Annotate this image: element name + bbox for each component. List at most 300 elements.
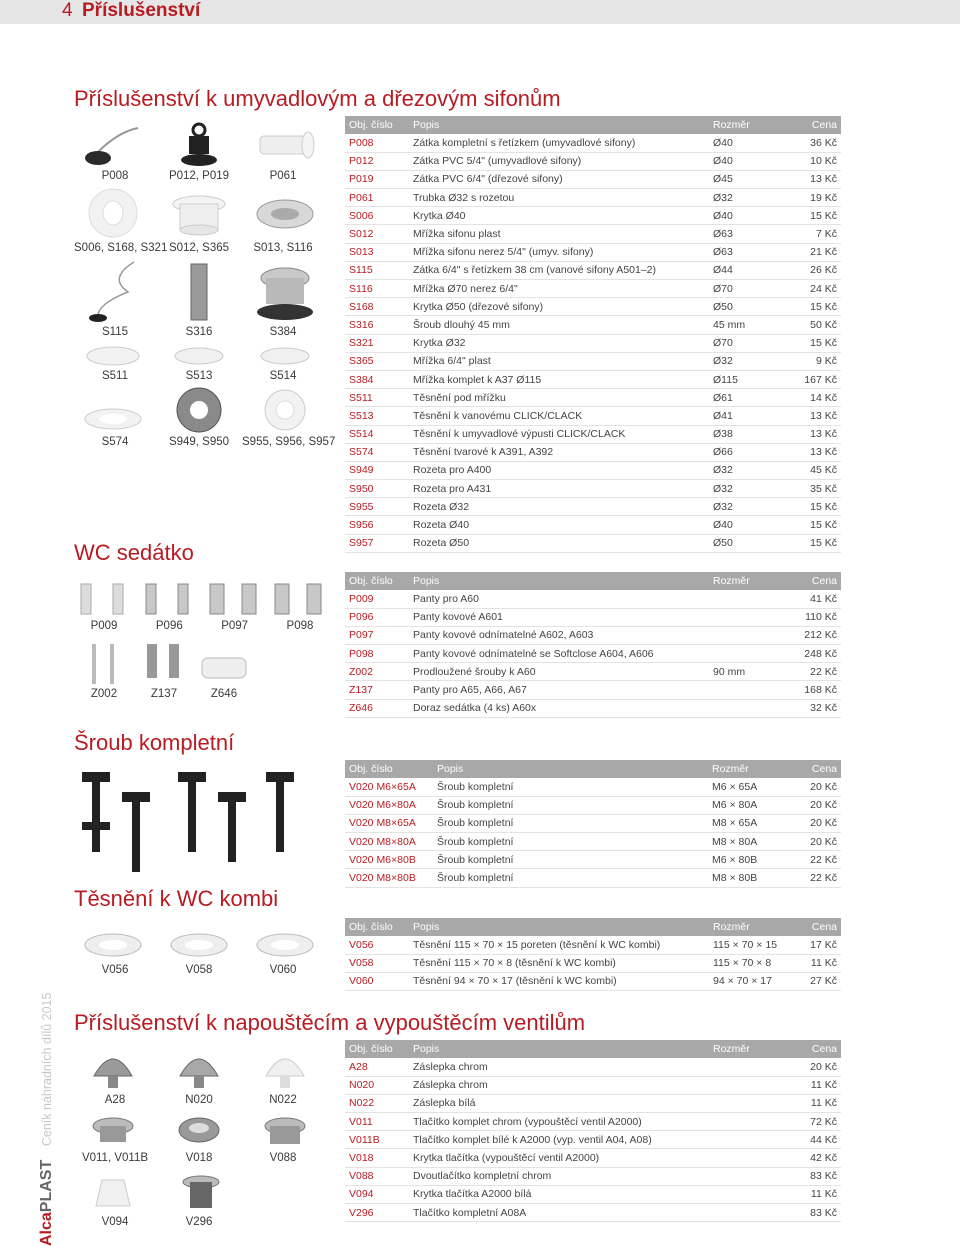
header-description: Popis bbox=[409, 116, 709, 134]
item-price: 15 Kč bbox=[778, 207, 841, 225]
table-row bbox=[345, 316, 841, 334]
product-image-grate-set bbox=[246, 256, 324, 324]
item-size: Ø70 bbox=[709, 280, 778, 298]
table-row bbox=[345, 480, 841, 498]
image-label: Z137 bbox=[150, 688, 178, 700]
item-code: S574 bbox=[345, 443, 409, 461]
item-size: Ø45 bbox=[709, 170, 778, 188]
header-price: Cena bbox=[778, 116, 841, 134]
product-image-seal bbox=[246, 342, 324, 368]
image-grid-tesneni bbox=[74, 926, 324, 978]
item-size bbox=[709, 1058, 783, 1076]
item-size bbox=[709, 699, 778, 717]
item-description: Tlačítko komplet bílé k A2000 (vyp. ventil A04, A08) bbox=[409, 1131, 709, 1149]
item-code: V018 bbox=[345, 1149, 409, 1167]
table-row bbox=[345, 681, 841, 699]
item-price: 20 Kč bbox=[788, 778, 841, 796]
item-description: Mřížka Ø70 nerez 6/4" bbox=[409, 280, 709, 298]
item-code: V011B bbox=[345, 1131, 409, 1149]
item-code: S514 bbox=[345, 425, 409, 443]
item-price: 83 Kč bbox=[783, 1167, 841, 1185]
item-code: P008 bbox=[345, 134, 409, 152]
item-size bbox=[709, 590, 778, 608]
product-image-hinges bbox=[139, 574, 199, 618]
product-image-cap-chrome bbox=[74, 1044, 152, 1090]
item-code: P012 bbox=[345, 152, 409, 170]
product-image-seal bbox=[246, 928, 324, 960]
item-description: Rozeta pro A400 bbox=[409, 461, 709, 479]
item-code: S115 bbox=[345, 261, 409, 279]
item-description: Těsnění 115 × 70 × 15 poreten (těsnění k WC kombi) bbox=[409, 936, 709, 954]
item-code: P098 bbox=[345, 645, 409, 663]
parts-table-tesneni bbox=[345, 918, 841, 991]
table-row bbox=[345, 1204, 841, 1222]
image-label: S384 bbox=[269, 326, 297, 338]
table-row bbox=[345, 1094, 841, 1112]
parts-table-wc-sedatko bbox=[345, 572, 841, 718]
item-price: 32 Kč bbox=[778, 699, 841, 717]
item-size: Ø115 bbox=[709, 370, 778, 388]
image-label: P096 bbox=[155, 620, 183, 632]
image-label: S955, S956, S957 bbox=[242, 436, 336, 448]
table-row bbox=[345, 814, 841, 832]
image-label: S013, S116 bbox=[253, 242, 313, 254]
image-label: Z002 bbox=[90, 688, 118, 700]
product-image-grate-steel bbox=[246, 186, 324, 240]
page-header bbox=[0, 0, 960, 24]
table-row bbox=[345, 590, 841, 608]
item-code: P009 bbox=[345, 590, 409, 608]
product-image-screws bbox=[74, 636, 134, 686]
item-price: 11 Kč bbox=[783, 1185, 841, 1203]
item-size: 90 mm bbox=[709, 663, 778, 681]
item-size bbox=[709, 681, 778, 699]
table-row bbox=[345, 189, 841, 207]
item-price: 41 Kč bbox=[778, 590, 841, 608]
item-description: Mřížka sifonu plast bbox=[409, 225, 709, 243]
item-price: 10 Kč bbox=[778, 152, 841, 170]
table-row bbox=[345, 936, 841, 954]
section-title-tesneni: Těsnění k WC kombi bbox=[74, 886, 279, 911]
parts-table-ventily bbox=[345, 1040, 841, 1222]
table-row bbox=[345, 972, 841, 990]
header-code: Obj. číslo bbox=[345, 760, 433, 778]
item-description: Těsnění tvarové k A391, A392 bbox=[409, 443, 709, 461]
product-image-button-complete bbox=[162, 1168, 240, 1212]
item-price: 22 Kč bbox=[778, 663, 841, 681]
product-image-hinges bbox=[74, 574, 134, 618]
item-price: 50 Kč bbox=[778, 316, 841, 334]
item-description: Krytka tlačítka (vypouštěcí ventil A2000) bbox=[409, 1149, 709, 1167]
item-price: 20 Kč bbox=[788, 796, 841, 814]
item-description: Rozeta Ø32 bbox=[409, 498, 709, 516]
image-label: S514 bbox=[269, 370, 297, 382]
item-size: Ø40 bbox=[709, 207, 778, 225]
table-row bbox=[345, 134, 841, 152]
table-row bbox=[345, 869, 841, 887]
item-description: Šroub kompletní bbox=[433, 869, 708, 887]
item-code: P096 bbox=[345, 608, 409, 626]
image-label: V088 bbox=[269, 1152, 297, 1164]
item-description: Šroub dlouhý 45 mm bbox=[409, 316, 709, 334]
table-row bbox=[345, 243, 841, 261]
product-image-plug-chain bbox=[74, 118, 152, 168]
table-header-row bbox=[345, 116, 841, 134]
table-row bbox=[345, 298, 841, 316]
product-image-rosette-white bbox=[246, 386, 324, 434]
product-image-grate-plastic bbox=[160, 186, 238, 240]
item-price: 15 Kč bbox=[778, 498, 841, 516]
table-row bbox=[345, 225, 841, 243]
item-code: V088 bbox=[345, 1167, 409, 1185]
item-price: 83 Kč bbox=[783, 1204, 841, 1222]
table-row bbox=[345, 608, 841, 626]
product-image-long-screw bbox=[160, 256, 238, 324]
item-description: Mřížka 6/4" plast bbox=[409, 352, 709, 370]
item-description: Panty kovové odnímatelné A602, A603 bbox=[409, 626, 709, 644]
item-size: Ø70 bbox=[709, 334, 778, 352]
item-size: M8 × 80B bbox=[708, 869, 788, 887]
item-price: 21 Kč bbox=[778, 243, 841, 261]
item-size: 115 × 70 × 15 bbox=[709, 936, 798, 954]
header-code: Obj. číslo bbox=[345, 918, 409, 936]
header-description: Popis bbox=[409, 918, 709, 936]
product-image-cap-chrome bbox=[160, 1044, 238, 1090]
product-image-plug-pvc bbox=[160, 118, 238, 168]
header-size: Rozměr bbox=[709, 1040, 783, 1058]
item-description: Rozeta Ø40 bbox=[409, 516, 709, 534]
table-row bbox=[345, 1149, 841, 1167]
item-description: Mřížka sifonu nerez 5/4" (umyv. sifony) bbox=[409, 243, 709, 261]
item-code: V094 bbox=[345, 1185, 409, 1203]
item-size: Ø63 bbox=[709, 225, 778, 243]
item-description: Těsnění 115 × 70 × 8 (těsnění k WC kombi) bbox=[409, 954, 709, 972]
item-description: Šroub kompletní bbox=[433, 814, 708, 832]
item-price: 22 Kč bbox=[788, 869, 841, 887]
item-description: Šroub kompletní bbox=[433, 778, 708, 796]
item-size: Ø50 bbox=[709, 298, 778, 316]
image-label: S006, S168, S321 bbox=[74, 242, 168, 254]
item-price: 15 Kč bbox=[778, 334, 841, 352]
table-header-row bbox=[345, 572, 841, 590]
item-price: 20 Kč bbox=[788, 833, 841, 851]
table-row bbox=[345, 498, 841, 516]
image-label: V056 bbox=[101, 964, 129, 976]
image-label: N022 bbox=[269, 1094, 297, 1106]
item-code: P061 bbox=[345, 189, 409, 207]
item-description: Rozeta pro A431 bbox=[409, 480, 709, 498]
item-price: 19 Kč bbox=[778, 189, 841, 207]
product-image-screw-set bbox=[74, 762, 324, 872]
item-code: S384 bbox=[345, 370, 409, 388]
item-code: Z002 bbox=[345, 663, 409, 681]
item-price: 72 Kč bbox=[783, 1113, 841, 1131]
table-row bbox=[345, 407, 841, 425]
item-price: 36 Kč bbox=[778, 134, 841, 152]
item-description: Zátka PVC 6/4" (dřezové sifony) bbox=[409, 170, 709, 188]
item-code: N020 bbox=[345, 1076, 409, 1094]
item-description: Zátka 6/4" s řetízkem 38 cm (vanové sifony A501–2) bbox=[409, 261, 709, 279]
image-label: S012, S365 bbox=[168, 242, 230, 254]
table-row bbox=[345, 352, 841, 370]
item-code: P097 bbox=[345, 626, 409, 644]
item-price: 7 Kč bbox=[778, 225, 841, 243]
table-row bbox=[345, 207, 841, 225]
image-label: S316 bbox=[185, 326, 213, 338]
item-size: Ø63 bbox=[709, 243, 778, 261]
item-size: Ø32 bbox=[709, 498, 778, 516]
item-size: 115 × 70 × 8 bbox=[709, 954, 798, 972]
item-price: 11 Kč bbox=[798, 954, 841, 972]
table-row bbox=[345, 699, 841, 717]
item-description: Záslepka bílá bbox=[409, 1094, 709, 1112]
item-price: 168 Kč bbox=[778, 681, 841, 699]
item-description: Krytka Ø40 bbox=[409, 207, 709, 225]
item-description: Těsnění pod mřížku bbox=[409, 389, 709, 407]
product-image-shaped-seal bbox=[74, 386, 152, 434]
item-size: Ø40 bbox=[709, 134, 778, 152]
table-row bbox=[345, 152, 841, 170]
catalog-title: Ceník náhradních dílů 2015 bbox=[40, 992, 54, 1147]
item-price: 20 Kč bbox=[788, 814, 841, 832]
item-size: Ø61 bbox=[709, 389, 778, 407]
item-description: Těsnění 94 × 70 × 17 (těsnění k WC kombi) bbox=[409, 972, 709, 990]
item-size bbox=[709, 1094, 783, 1112]
item-code: V060 bbox=[345, 972, 409, 990]
item-description: Zátka kompletní s řetízkem (umyvadlové sifony) bbox=[409, 134, 709, 152]
item-description: Dvoutlačítko kompletní chrom bbox=[409, 1167, 709, 1185]
item-price: 13 Kč bbox=[778, 443, 841, 461]
section-title-wc-sedatko: WC sedátko bbox=[74, 540, 194, 565]
product-image-seal bbox=[160, 342, 238, 368]
item-size bbox=[709, 1185, 783, 1203]
item-description: Záslepka chrom bbox=[409, 1076, 709, 1094]
item-price: 35 Kč bbox=[778, 480, 841, 498]
item-price: 22 Kč bbox=[788, 851, 841, 869]
item-code: A28 bbox=[345, 1058, 409, 1076]
item-price: 9 Kč bbox=[778, 352, 841, 370]
item-code: V058 bbox=[345, 954, 409, 972]
table-row bbox=[345, 1167, 841, 1185]
item-description: Krytka Ø50 (dřezové sifony) bbox=[409, 298, 709, 316]
table-row bbox=[345, 425, 841, 443]
item-size bbox=[709, 645, 778, 663]
table-row bbox=[345, 663, 841, 681]
item-size: 94 × 70 × 17 bbox=[709, 972, 798, 990]
table-header-row bbox=[345, 918, 841, 936]
table-row bbox=[345, 1185, 841, 1203]
item-size bbox=[709, 1204, 783, 1222]
header-code: Obj. číslo bbox=[345, 116, 409, 134]
item-code: S321 bbox=[345, 334, 409, 352]
table-header-row bbox=[345, 1040, 841, 1058]
item-price: 110 Kč bbox=[778, 608, 841, 626]
item-code: V020 M6×80A bbox=[345, 796, 433, 814]
item-size: M8 × 80A bbox=[708, 833, 788, 851]
product-image-button-chrome bbox=[74, 1110, 152, 1148]
image-label: P009 bbox=[90, 620, 118, 632]
item-size bbox=[709, 1149, 783, 1167]
product-image-button-cover bbox=[160, 1110, 238, 1148]
side-brand bbox=[36, 992, 58, 1246]
item-price: 26 Kč bbox=[778, 261, 841, 279]
image-label: S513 bbox=[185, 370, 213, 382]
page-title: Příslušenství bbox=[82, 0, 201, 21]
item-price: 27 Kč bbox=[798, 972, 841, 990]
item-size: Ø32 bbox=[709, 189, 778, 207]
item-price: 17 Kč bbox=[798, 936, 841, 954]
item-price: 15 Kč bbox=[778, 516, 841, 534]
item-code: S006 bbox=[345, 207, 409, 225]
item-code: S513 bbox=[345, 407, 409, 425]
item-code: S511 bbox=[345, 389, 409, 407]
item-price: 45 Kč bbox=[778, 461, 841, 479]
item-price: 24 Kč bbox=[778, 280, 841, 298]
item-size: Ø32 bbox=[709, 352, 778, 370]
item-code: V020 M8×65A bbox=[345, 814, 433, 832]
item-price: 167 Kč bbox=[778, 370, 841, 388]
item-size bbox=[709, 608, 778, 626]
table-row bbox=[345, 851, 841, 869]
image-label: V058 bbox=[185, 964, 213, 976]
item-code: V296 bbox=[345, 1204, 409, 1222]
item-size: Ø66 bbox=[709, 443, 778, 461]
header-description: Popis bbox=[433, 760, 708, 778]
table-row bbox=[345, 1131, 841, 1149]
image-label: A28 bbox=[104, 1094, 126, 1106]
header-price: Cena bbox=[788, 760, 841, 778]
section-title-sroub: Šroub kompletní bbox=[74, 730, 235, 755]
item-description: Krytka tlačítka A2000 bílá bbox=[409, 1185, 709, 1203]
item-price: 11 Kč bbox=[783, 1094, 841, 1112]
item-price: 13 Kč bbox=[778, 170, 841, 188]
header-price: Cena bbox=[783, 1040, 841, 1058]
item-price: 20 Kč bbox=[783, 1058, 841, 1076]
table-header-row bbox=[345, 760, 841, 778]
item-description: Šroub kompletní bbox=[433, 851, 708, 869]
header-size: Rozměr bbox=[709, 572, 778, 590]
item-description: Tlačítko kompletní A08A bbox=[409, 1204, 709, 1222]
image-label: P097 bbox=[221, 620, 249, 632]
item-description: Mřížka komplet k A37 Ø115 bbox=[409, 370, 709, 388]
table-row bbox=[345, 370, 841, 388]
image-grid-sifony bbox=[74, 118, 336, 450]
item-size: Ø41 bbox=[709, 407, 778, 425]
header-code: Obj. číslo bbox=[345, 1040, 409, 1058]
item-code: S949 bbox=[345, 461, 409, 479]
table-row bbox=[345, 778, 841, 796]
item-size: Ø40 bbox=[709, 516, 778, 534]
product-image-seal bbox=[160, 928, 238, 960]
item-code: S950 bbox=[345, 480, 409, 498]
item-code: S013 bbox=[345, 243, 409, 261]
item-code: S955 bbox=[345, 498, 409, 516]
item-description: Těsnění k umyvadlové výpusti CLICK/CLACK bbox=[409, 425, 709, 443]
table-row bbox=[345, 461, 841, 479]
item-code: Z646 bbox=[345, 699, 409, 717]
item-price: 14 Kč bbox=[778, 389, 841, 407]
table-row bbox=[345, 1113, 841, 1131]
item-code: P019 bbox=[345, 170, 409, 188]
item-description: Těsnění k vanovému CLICK/CLACK bbox=[409, 407, 709, 425]
image-label: N020 bbox=[185, 1094, 213, 1106]
product-image-tube bbox=[246, 118, 324, 168]
item-size bbox=[709, 1076, 783, 1094]
image-label: P098 bbox=[286, 620, 314, 632]
product-image-cap-white bbox=[246, 1044, 324, 1090]
item-size bbox=[709, 1167, 783, 1185]
item-code: S012 bbox=[345, 225, 409, 243]
item-price: 42 Kč bbox=[783, 1149, 841, 1167]
image-grid-ventily bbox=[74, 1042, 324, 1230]
item-code: S116 bbox=[345, 280, 409, 298]
parts-table-sifony bbox=[345, 116, 841, 553]
item-description: Zátka PVC 5/4" (umyvadlové sifony) bbox=[409, 152, 709, 170]
table-row bbox=[345, 280, 841, 298]
table-row bbox=[345, 833, 841, 851]
item-price: 11 Kč bbox=[783, 1076, 841, 1094]
image-label: Z646 bbox=[210, 688, 238, 700]
image-label: V094 bbox=[101, 1216, 129, 1228]
product-image-button-cover-white bbox=[74, 1168, 152, 1212]
item-code: V020 M8×80A bbox=[345, 833, 433, 851]
header-size: Rozměr bbox=[709, 116, 778, 134]
image-grid-wc-sedatko bbox=[74, 574, 330, 702]
product-image-hinges bbox=[270, 574, 330, 618]
image-label: S949, S950 bbox=[168, 436, 230, 448]
image-label: P061 bbox=[269, 170, 297, 182]
table-row bbox=[345, 261, 841, 279]
item-code: S316 bbox=[345, 316, 409, 334]
item-code: N022 bbox=[345, 1094, 409, 1112]
item-code: V020 M6×65A bbox=[345, 778, 433, 796]
product-image-plug-long-chain bbox=[74, 256, 152, 324]
item-size: M6 × 65A bbox=[708, 778, 788, 796]
image-label: S574 bbox=[101, 436, 129, 448]
table-row bbox=[345, 954, 841, 972]
item-size: Ø50 bbox=[709, 534, 778, 552]
item-code: S168 bbox=[345, 298, 409, 316]
item-price: 212 Kč bbox=[778, 626, 841, 644]
brand-logo-alca: Alca bbox=[38, 1212, 55, 1246]
header-code: Obj. číslo bbox=[345, 572, 409, 590]
item-code: S365 bbox=[345, 352, 409, 370]
product-image-seal bbox=[74, 342, 152, 368]
product-image-stopper bbox=[194, 636, 254, 686]
header-size: Rozměr bbox=[708, 760, 788, 778]
product-image-hinges bbox=[134, 636, 194, 686]
item-size: M6 × 80B bbox=[708, 851, 788, 869]
item-size: Ø32 bbox=[709, 480, 778, 498]
image-label: P008 bbox=[101, 170, 129, 182]
table-row bbox=[345, 796, 841, 814]
item-code: S956 bbox=[345, 516, 409, 534]
item-price: 13 Kč bbox=[778, 407, 841, 425]
item-price: 248 Kč bbox=[778, 645, 841, 663]
table-row bbox=[345, 645, 841, 663]
product-image-dual-button bbox=[246, 1110, 324, 1148]
table-row bbox=[345, 626, 841, 644]
item-description: Rozeta Ø50 bbox=[409, 534, 709, 552]
image-label: V296 bbox=[185, 1216, 213, 1228]
item-code: S957 bbox=[345, 534, 409, 552]
item-size: Ø38 bbox=[709, 425, 778, 443]
table-row bbox=[345, 1058, 841, 1076]
table-row bbox=[345, 334, 841, 352]
item-size: M8 × 65A bbox=[708, 814, 788, 832]
parts-table-sroub bbox=[345, 760, 841, 888]
image-label: V011, V011B bbox=[81, 1152, 149, 1164]
